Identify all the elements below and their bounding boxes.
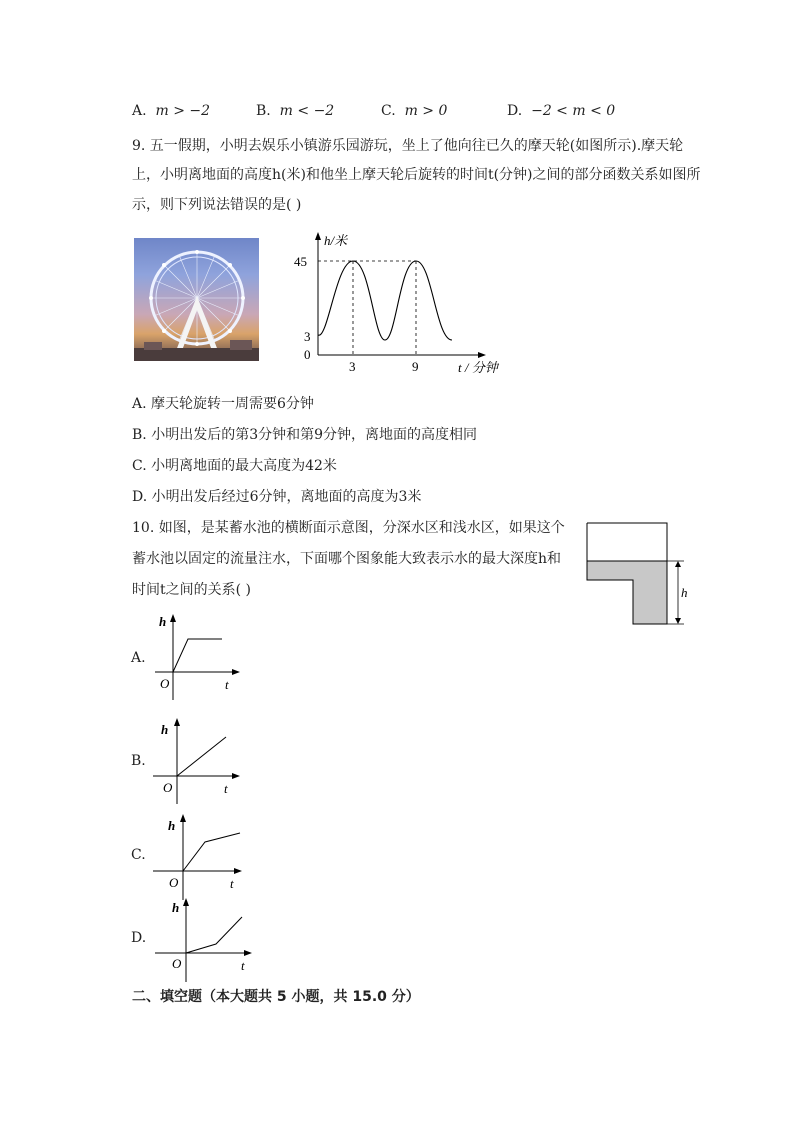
a-h-arrow: [170, 614, 176, 622]
a-o-label: O: [160, 676, 170, 691]
c-h-label: h: [168, 818, 176, 833]
q9-line-3: 示，则下列说法错误的是( ): [132, 197, 302, 213]
q10-option-b-graph: [150, 712, 245, 807]
c-t-label: t: [230, 876, 234, 891]
x-tick-3: 3: [349, 359, 356, 374]
a-t-label: t: [225, 677, 229, 692]
q10-option-c-graph: [150, 808, 245, 903]
q10-line-1: 10. 如图，是某蓄水池的横断面示意图，分深水区和浅水区，如果这个: [132, 520, 565, 536]
q9-height-time-graph: [290, 228, 510, 378]
q8-option-b: B. m < −2: [256, 103, 335, 119]
depth-arrow-up: [675, 561, 681, 567]
c-curve: [183, 833, 240, 871]
b-o-label: O: [163, 780, 173, 795]
y-axis-arrow: [315, 232, 321, 240]
b-t-arrow: [232, 773, 240, 779]
a-curve: [173, 639, 222, 672]
q8-option-d: D. −2 < m < 0: [507, 103, 616, 119]
q10-line-3: 时间t之间的关系( ): [132, 582, 251, 598]
q9-option-d: D. 小明出发后经过6分钟，离地面的高度为3米: [132, 489, 422, 505]
b-h-label: h: [161, 722, 169, 737]
depth-label: h: [681, 585, 688, 600]
c-h-arrow: [180, 814, 186, 822]
ferris-wheel-photo: [134, 238, 259, 361]
height-curve: [318, 261, 452, 340]
q10-option-a-letter: A.: [131, 650, 146, 666]
y-tick-45: 45: [294, 254, 307, 269]
d-h-arrow: [183, 898, 189, 906]
a-t-arrow: [232, 669, 240, 675]
d-t-arrow: [244, 950, 252, 956]
depth-arrow-down: [675, 618, 681, 624]
q9-line-1: 9. 五一假期，小明去娱乐小镇游乐园游玩，坐上了他向往已久的摩天轮(如图所示).摩天轮: [132, 138, 684, 154]
c-o-label: O: [169, 875, 179, 890]
c-t-arrow: [234, 868, 242, 874]
x-tick-9: 9: [412, 359, 419, 374]
q10-option-b-letter: B.: [131, 753, 146, 769]
q10-line-2: 蓄水池以固定的流量注水，下面哪个图象能大致表示水的最大深度h和: [132, 551, 562, 567]
d-h-label: h: [172, 900, 180, 915]
d-curve: [186, 917, 242, 953]
water-fill: [587, 561, 667, 624]
reservoir-cross-section: [580, 518, 695, 630]
y-tick-3: 3: [304, 329, 311, 344]
q8-option-a: A. m > −2: [132, 103, 211, 119]
d-o-label: O: [172, 956, 182, 971]
a-h-label: h: [159, 614, 167, 629]
b-t-label: t: [224, 781, 228, 796]
q9-option-a: A. 摩天轮旋转一周需要6分钟: [132, 396, 314, 412]
q10-option-c-letter: C.: [131, 847, 146, 863]
b-h-arrow: [174, 718, 180, 726]
section-heading-fill-in: 二、填空题（本大题共 5 小题，共 15.0 分）: [132, 989, 420, 1005]
q9-line-2: 上，小明离地面的高度h(米)和他坐上摩天轮后旋转的时间t(分钟)之间的部分函数关系如图所: [132, 167, 701, 183]
q10-option-d-letter: D.: [131, 930, 147, 946]
q8-option-c: C. m > 0: [381, 103, 448, 119]
y-axis-label: h/米: [324, 233, 348, 248]
x-axis-label: t / 分钟: [458, 360, 498, 375]
q10-option-a-graph: [150, 608, 245, 703]
origin-label: 0: [304, 347, 311, 362]
q10-option-d-graph: [150, 892, 255, 987]
x-axis-arrow: [478, 352, 486, 358]
q9-option-b: B. 小明出发后的第3分钟和第9分钟，离地面的高度相同: [132, 427, 478, 443]
b-curve: [177, 737, 226, 776]
d-t-label: t: [241, 958, 245, 973]
q9-option-c: C. 小明离地面的最大高度为42米: [132, 458, 337, 474]
